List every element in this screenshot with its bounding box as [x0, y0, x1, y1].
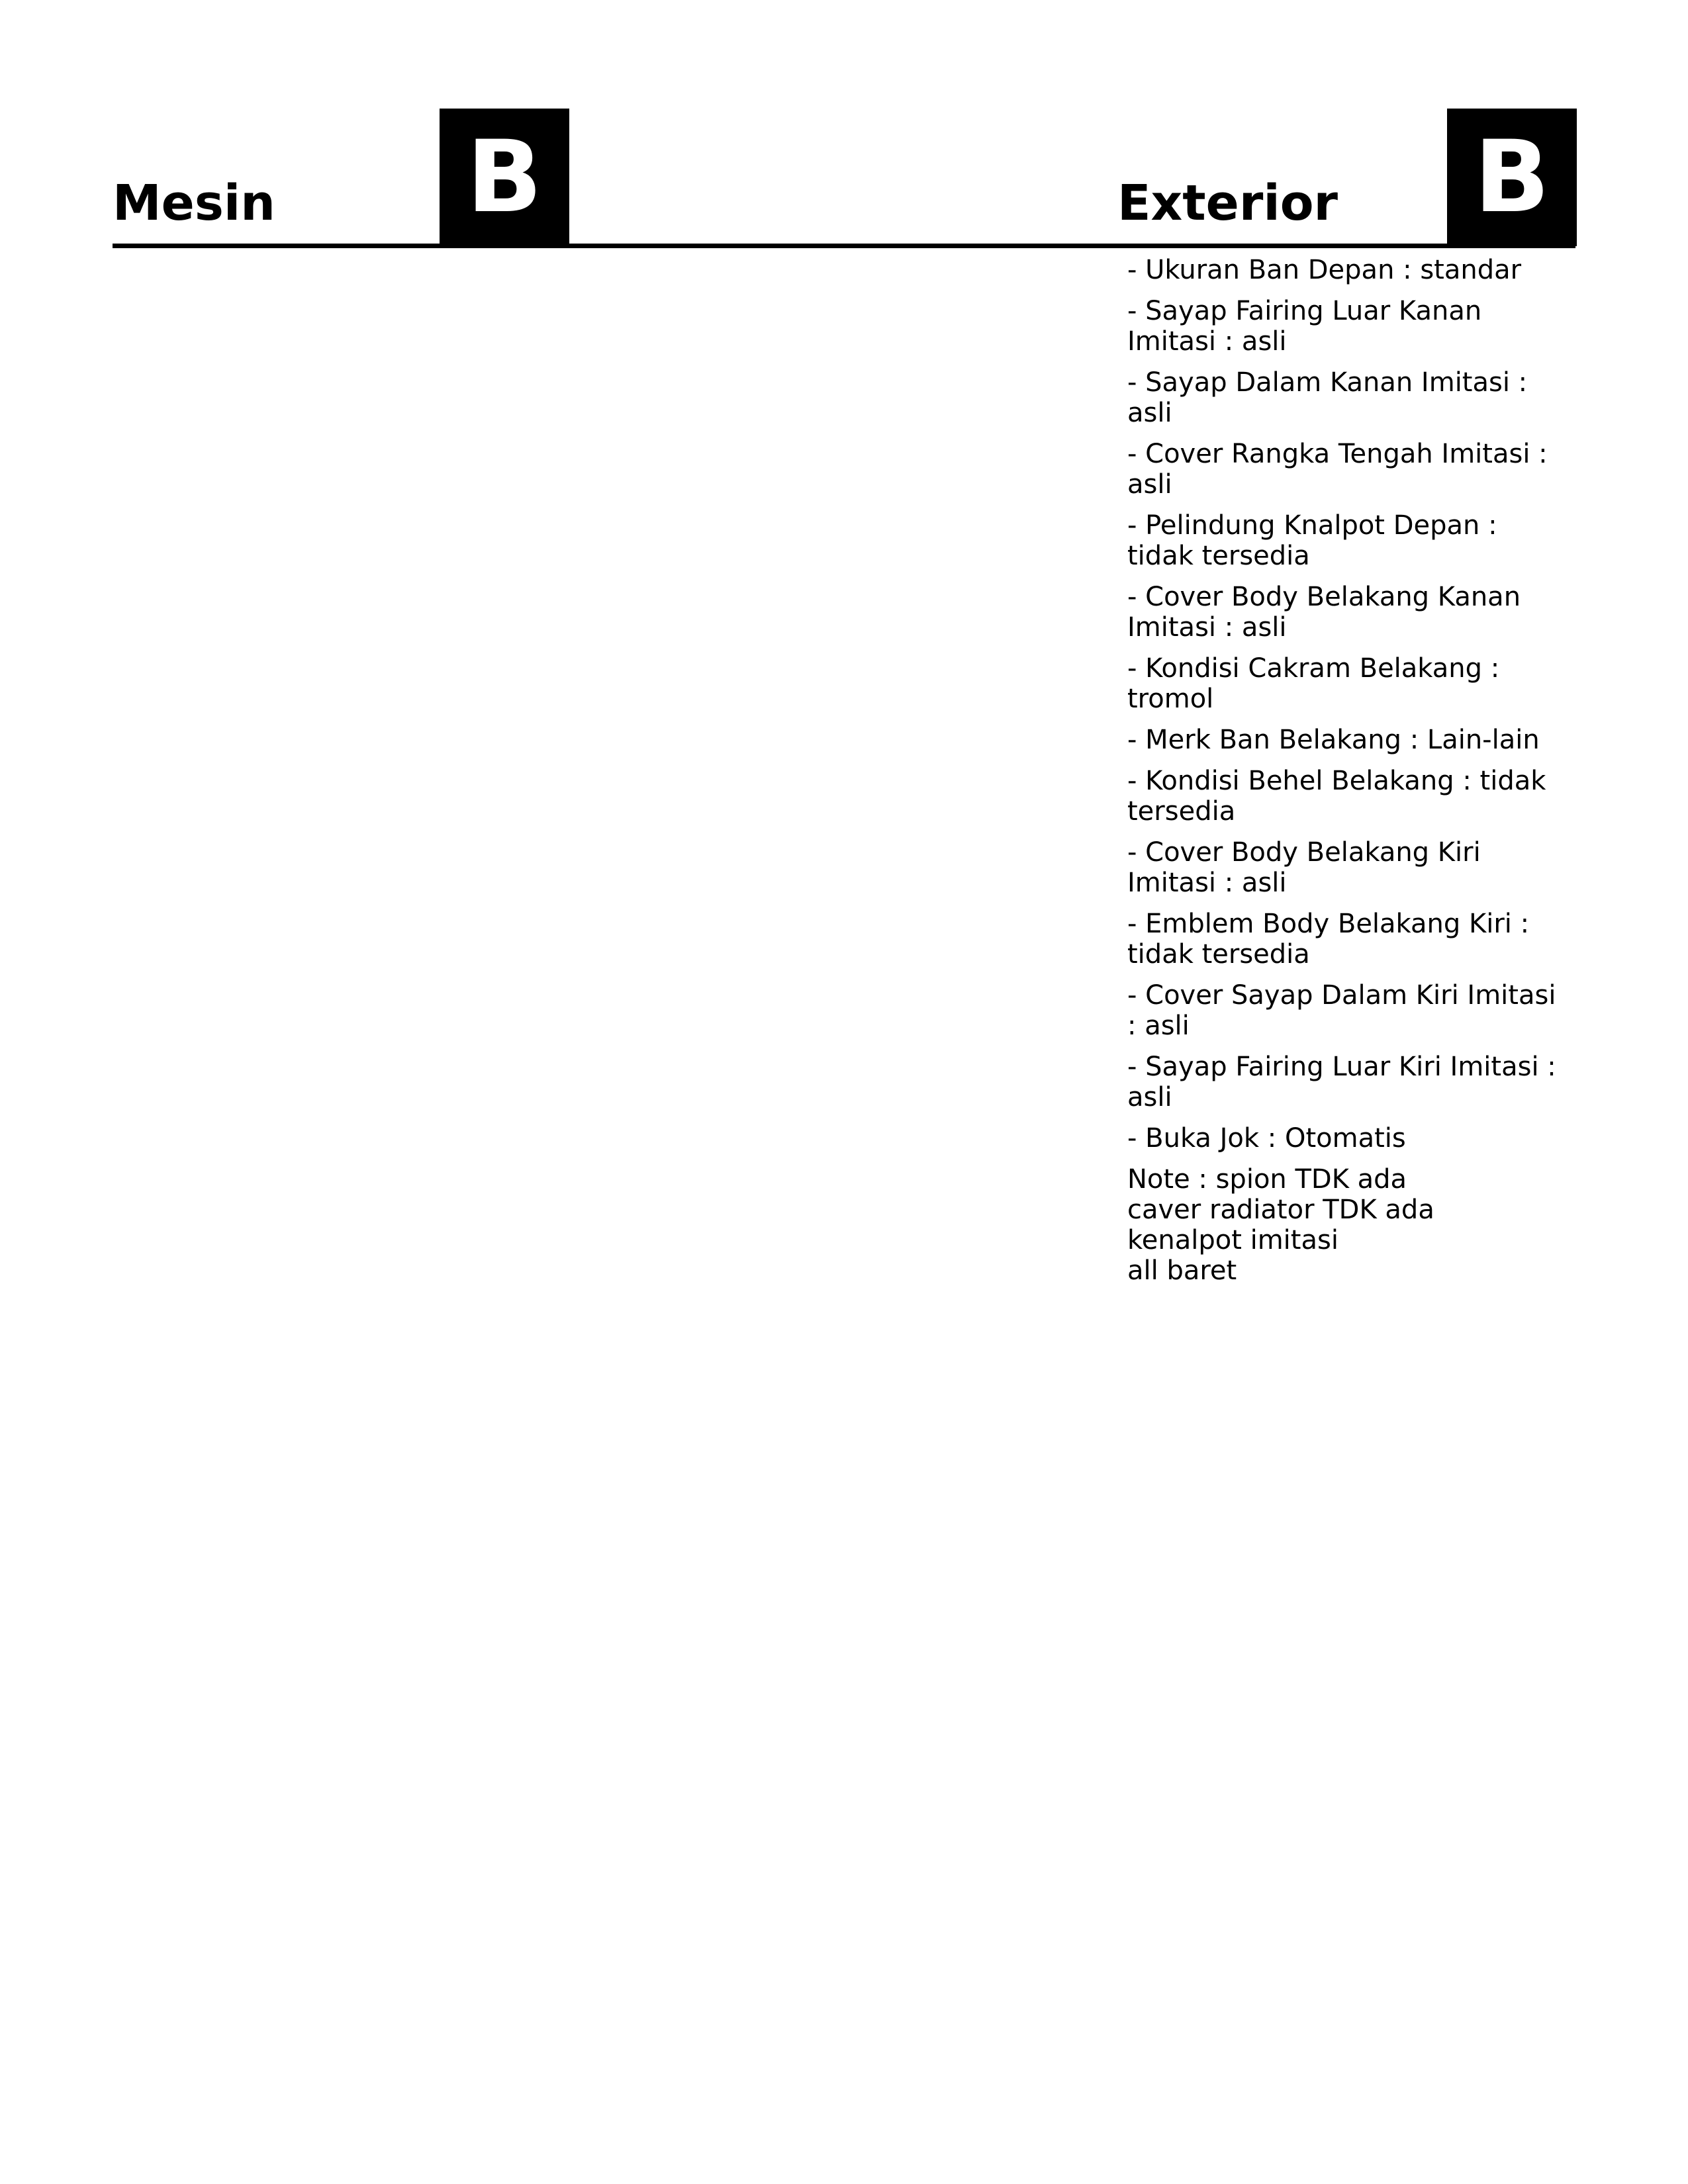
list-item: - Sayap Fairing Luar Kanan Imitasi : asli — [1127, 296, 1482, 357]
exterior-grade-badge: B — [1447, 109, 1577, 246]
list-item: - Buka Jok : Otomatis — [1127, 1123, 1406, 1154]
list-item: - Sayap Dalam Kanan Imitasi : asli — [1127, 367, 1528, 428]
list-item: - Emblem Body Belakang Kiri : tidak tersedia — [1127, 909, 1530, 970]
list-item: - Pelindung Knalpot Depan : tidak tersedia — [1127, 510, 1497, 571]
list-item: - Cover Body Belakang Kiri Imitasi : asli — [1127, 837, 1481, 898]
exterior-note-item — [1127, 1164, 1558, 1286]
exterior-title: Exterior — [1117, 175, 1338, 232]
exterior-item-list — [1127, 255, 1558, 1286]
exterior-divider — [907, 244, 1575, 248]
mesin-divider — [113, 244, 907, 248]
list-item: - Cover Rangka Tengah Imitasi : asli — [1127, 439, 1548, 500]
list-item: - Kondisi Cakram Belakang : tromol — [1127, 653, 1500, 714]
list-item: - Ukuran Ban Depan : standar — [1127, 255, 1522, 285]
list-item: - Merk Ban Belakang : Lain-lain — [1127, 725, 1540, 755]
list-item: - Cover Sayap Dalam Kiri Imitasi : asli — [1127, 980, 1556, 1041]
list-item: - Cover Body Belakang Kanan Imitasi : asli — [1127, 582, 1521, 643]
list-item: - Sayap Fairing Luar Kiri Imitasi : asli — [1127, 1052, 1556, 1113]
mesin-grade-badge: B — [440, 109, 569, 246]
mesin-title: Mesin — [113, 175, 275, 232]
exterior-note: Note : spion TDK ada caver radiator TDK ada kenalpot imitasi all baret — [1127, 1164, 1434, 1286]
list-item: - Kondisi Behel Belakang : tidak tersedia — [1127, 766, 1546, 827]
